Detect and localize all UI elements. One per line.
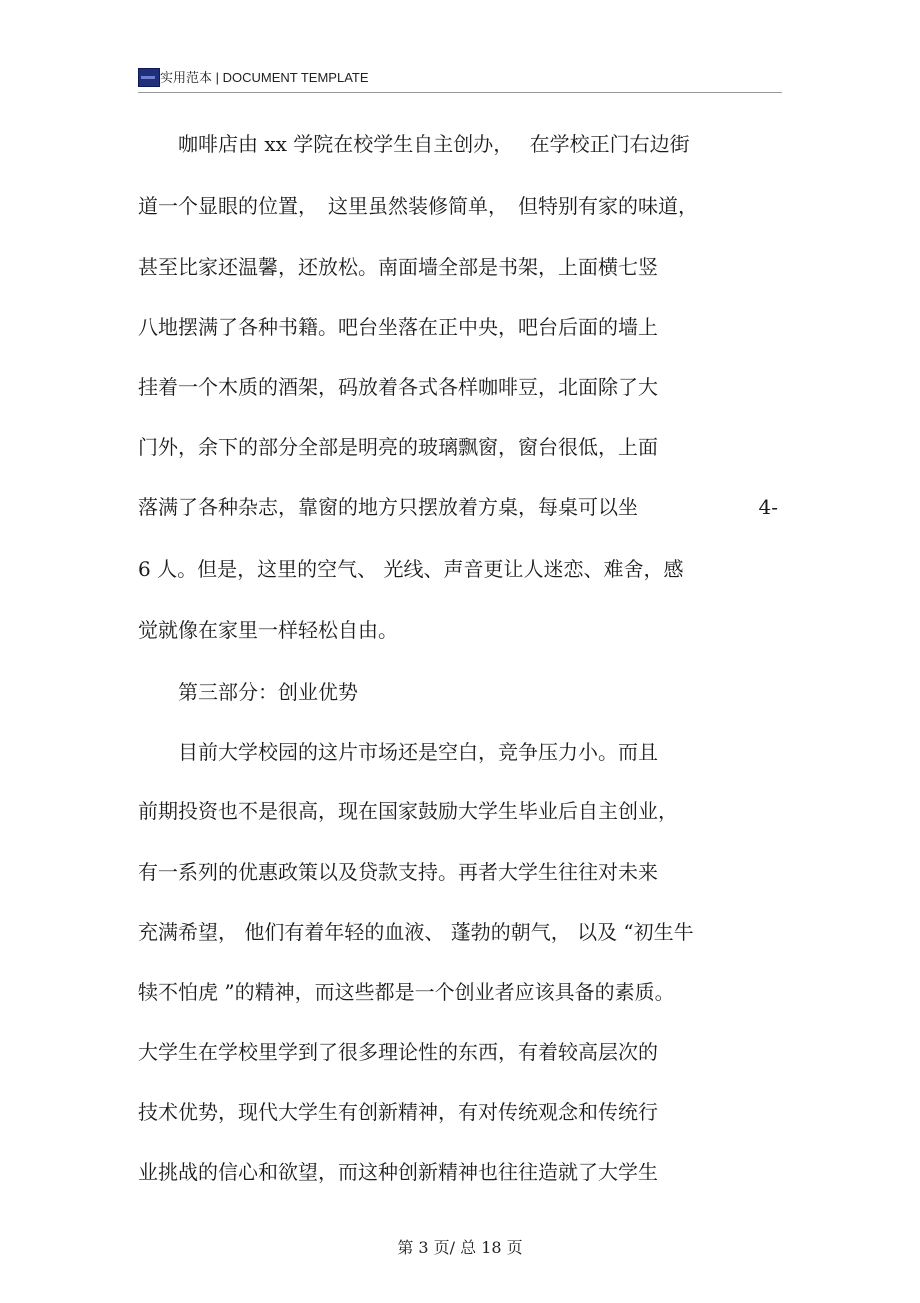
section-heading: 第三部分：创业优势 bbox=[138, 680, 358, 704]
paragraph-line: 6 人。但是，这里的空气、 光线、声音更让人迷恋、难舍，感 bbox=[138, 557, 684, 581]
paragraph-line: 门外，余下的部分全部是明亮的玻璃飘窗，窗台很低，上面 bbox=[138, 435, 658, 459]
paragraph-line: 落满了各种杂志，靠窗的地方只摆放着方桌，每桌可以坐 bbox=[138, 495, 638, 519]
paragraph-line: 大学生在学校里学到了很多理论性的东西，有着较高层次的 bbox=[138, 1040, 658, 1064]
document-logo-icon bbox=[138, 68, 160, 87]
paragraph-line-tail: 4- bbox=[758, 495, 778, 519]
paragraph-line: 觉就像在家里一样轻松自由。 bbox=[138, 618, 398, 642]
paragraph-line: 业挑战的信心和欲望，而这种创新精神也往往造就了大学生 bbox=[138, 1160, 658, 1184]
header-title: 实用范本 | DOCUMENT TEMPLATE bbox=[160, 70, 369, 85]
paragraph-line: 咖啡店由 xx 学院在校学生自主创办， 在学校正门右边街 bbox=[138, 132, 690, 156]
paragraph-line: 犊不怕虎 ”的精神，而这些都是一个创业者应该具备的素质。 bbox=[138, 980, 675, 1004]
paragraph-line: 技术优势，现代大学生有创新精神，有对传统观念和传统行 bbox=[138, 1100, 658, 1124]
paragraph-line: 有一系列的优惠政策以及贷款支持。再者大学生往往对未来 bbox=[138, 860, 658, 884]
paragraph-line: 充满希望， 他们有着年轻的血液、 蓬勃的朝气， 以及 “初生牛 bbox=[138, 920, 694, 944]
paragraph-line: 甚至比家还温馨，还放松。南面墙全部是书架，上面横七竖 bbox=[138, 255, 658, 279]
paragraph-line: 八地摆满了各种书籍。吧台坐落在正中央，吧台后面的墙上 bbox=[138, 315, 658, 339]
paragraph-line: 目前大学校园的这片市场还是空白，竞争压力小。而且 bbox=[138, 740, 658, 764]
paragraph-line: 道一个显眼的位置， 这里虽然装修简单， 但特别有家的味道， bbox=[138, 194, 698, 218]
paragraph-line: 前期投资也不是很高，现在国家鼓励大学生毕业后自主创业， bbox=[138, 799, 678, 823]
page-header bbox=[138, 66, 782, 93]
paragraph-line: 挂着一个木质的酒架，码放着各式各样咖啡豆，北面除了大 bbox=[138, 375, 658, 399]
page-number-footer: 第 3 页/ 总 18 页 bbox=[397, 1238, 523, 1257]
